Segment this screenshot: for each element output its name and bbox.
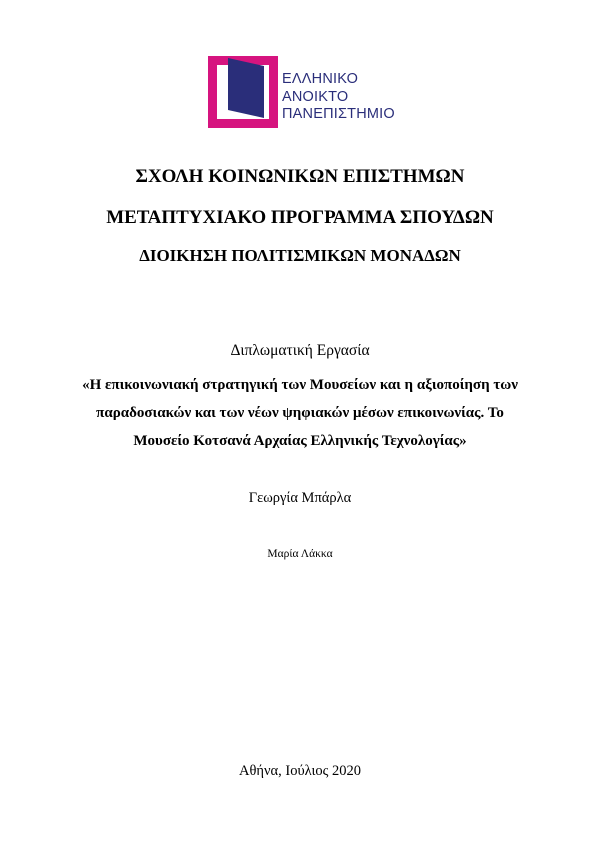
university-name xyxy=(282,71,395,124)
thesis-title xyxy=(60,371,540,455)
university-name-line-1: ΕΛΛΗΝΙΚΟ xyxy=(282,71,359,87)
university-logo-icon xyxy=(208,56,278,128)
place-and-date: Αθήνα, Ιούλιος 2020 xyxy=(238,763,362,779)
department-heading: ΔΙΟΙΚΗΣΗ ΠΟΛΙΤΙΣΜΙΚΩΝ ΜΟΝΑΔΩΝ xyxy=(139,246,461,265)
school-heading: ΣΧΟΛΗ ΚΟΙΝΩΝΙΚΩΝ ΕΠΙΣΤΗΜΩΝ xyxy=(135,166,465,187)
supervisor-name: Μαρία Λάκκα xyxy=(267,548,333,560)
university-name-line-3: ΠΑΝΕΠΙΣΤΗΜΙΟ xyxy=(282,106,395,122)
university-name-line-2: ΑΝΟΙΚΤΟ xyxy=(282,88,349,105)
program-heading: ΜΕΤΑΠΤΥΧΙΑΚΟ ΠΡΟΓΡΑΜΜΑ ΣΠΟΥΔΩΝ xyxy=(106,207,494,228)
thesis-title-line-3: Μουσείο Κοτσανά Αρχαίας Ελληνικής Τεχνολογίας» xyxy=(133,433,467,449)
university-logo xyxy=(208,56,398,128)
thesis-title-line-2: παραδοσιακών και των νέων ψηφιακών μέσων επικοινωνίας. Το xyxy=(96,405,504,421)
document-type: Διπλωματική Εργασία xyxy=(230,342,370,359)
author-name: Γεωργία Μπάρλα xyxy=(248,490,352,506)
thesis-title-line-1: «Η επικοινωνιακή στρατηγική των Μουσείων και η αξιοποίηση των xyxy=(82,377,518,393)
